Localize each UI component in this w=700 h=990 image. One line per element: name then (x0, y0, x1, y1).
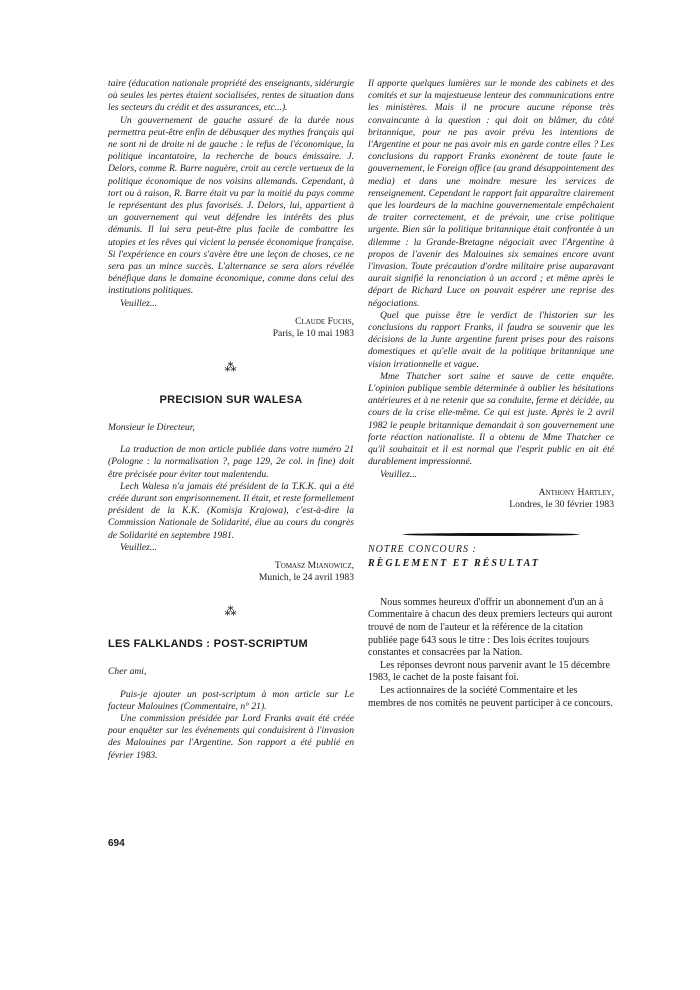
salutation: Monsieur le Directeur, (108, 422, 195, 434)
contest-subtitle: RÈGLEMENT ET RÉSULTAT (368, 558, 540, 570)
left-column (108, 78, 354, 762)
paragraph: Puis-je ajouter un post-scriptum à mon article sur Le facteur Malouines (Commentaire, n° 21). (108, 688, 354, 712)
paragraph: Mme Thatcher sort saine et sauve de cette enquête. L'opinion publique semble déterminée à oublier les hésitations antérieures et à ne retenir que sa conduite, ferme et décidée, au cours de la crise elle-même. Ce qui est juste. Après le 2 avril 1982 le peuple britannique demandait à son gouvernement une forte réaction nationaliste. Il a obtenu de Mme Thatcher ce qu'il souhaitait et il est normal que l'esprit public en ait été durablement impressionné. (368, 370, 614, 468)
paragraph: Les actionnaires de la société Commentaire et les membres de nos comités ne peuvent participer à ce concours. (368, 685, 613, 709)
section-heading: PRECISION SUR WALESA (159, 393, 303, 406)
signature-block (368, 487, 614, 511)
signature-block (108, 560, 354, 584)
paragraph: Lech Walesa n'a jamais été président de la T.K.K. qui a été créée durant son emprisonnement. Il était, et reste formellement président de la K.K. (Komisja Krajowa), c'est-à-dire la Commission Nationale de Solidarité, élue au cours du congrès de Solidarité en septembre 1981. (108, 480, 354, 541)
paragraph: Nous sommes heureux d'offrir un abonnement d'un an à Commentaire à chacun des deux premiers lecteurs qui auront trouvé de nom de l'auteur et la référence de la citation publiée page 643 sous le titre : Des lois écrites toujours constantes et consacrées par la Nation. (368, 596, 613, 659)
paragraph: Veuillez... (120, 297, 158, 309)
salutation: Cher ami, (108, 666, 147, 678)
paragraph: Les réponses devront nous parvenir avant le 15 décembre 1983, le cachet de la poste faisant foi. (368, 659, 610, 684)
paragraph: Un gouvernement de gauche assuré de la durée nous permettra peut-être enfin de débusquer des mythes français qui ne sont ni de droite ni de gauche : le refus de l'économique, la politique incantatoire, la recherche de boucs émissaire. J. Delors, comme R. Barre naguère, croit au cercle vertueux de la politique économique de nos voisins allemands. Cependant, à tort ou à raison, R. Barre était vu par la moitié du pays comme le représentant des plus favorisés. J. Delors, lui, appartient à un gouvernement qui veut défendre les intérêts des plus démunis. Il lui sera peut-être plus facile de combattre les utopies et les rêves qui vicient la pensée économique française. Si l'expérience en cours s'avère être une leçon de choses, ce ne sera pas un mince succès. L'alternance se sera alors révélée bénéfique dans le domaine économique, comme dans celui des institutions politiques. (108, 114, 354, 297)
contest-section (368, 533, 614, 711)
signature-name: Anthony Hartley, (538, 486, 614, 498)
paragraph: Une commission présidée par Lord Franks avait été créée pour enquêter sur les événements qui conduisirent à l'invasion des Malouines par l'Argentine. Son rapport a été publié en février 1983. (108, 712, 354, 761)
paragraph: Quel que puisse être le verdict de l'historien sur les conclusions du rapport Franks, il faudra se souvenir que les décisions de la Junte argentine furent prises pour des raisons domestiques et qu'elle avait de la politique britannique une vision irrationnelle et vague. (368, 309, 614, 370)
decorative-rule (402, 533, 580, 536)
walesa-letter (108, 394, 354, 584)
paragraph: Il apporte quelques lumières sur le monde des cabinets et des comités et sur la majestueuse lenteur des communications entre les ministères. Mais il ne procure aucune réponse très convaincante à la question : qui doit on blâmer, du côté britannique, pour ne pas avoir prévu les intentions de l'Argentine et pour ne pas avoir mis en garde contre elles ? Les conclusions du rapport Franks exonèrent de toute faute le gouvernement, le Foreign office (au grand désappointement des media) et dans une moindre mesure les services de renseignement. Cependant le rapport fait apparaître clairement que les lourdeurs de la machine gouvernementale empêchaient de traiter correctement, et de prévoir, une crise politique urgente. Bien sûr la politique britannique était confrontée à un dilemme : la Grande-Bretagne négociait avec l'Argentine à propos de l'avenir des Malouines six semaines encore avant l'invasion. Toute précaution d'ordre militaire prise auparavant aurait signifié la renonciation à un accord ; et même après le départ de Richard Luce on pouvait espérer une reprise des négociations. (368, 78, 614, 309)
signature-place-date: Paris, le 10 mai 1983 (272, 327, 354, 339)
paragraph: taire (éducation nationale propriété des enseignants, sidérurgie où seules les pertes étaient socialisées, rentes de situation dans les secteurs du crédit et des assurances, etc...). (108, 78, 354, 114)
falklands-letter (108, 638, 354, 762)
signature-place-date: Londres, le 30 février 1983 (509, 498, 614, 510)
fuchs-letter (108, 78, 354, 340)
signature-place-date: Munich, le 24 avril 1983 (258, 572, 354, 584)
signature-name: Claude Fuchs, (295, 315, 354, 327)
page-number: 694 (108, 838, 125, 849)
contest-title: NOTRE CONCOURS : (368, 543, 477, 555)
signature-name: Tomasz Mianowicz, (274, 560, 354, 572)
section-heading: LES FALKLANDS : POST-SCRIPTUM (108, 638, 308, 651)
asterism-separator: ⁂ (224, 604, 238, 619)
paragraph: Veuillez... (120, 541, 158, 553)
paragraph: Veuillez... (380, 468, 418, 480)
asterism-separator: ⁂ (224, 359, 238, 374)
signature-block (108, 316, 354, 340)
right-column (368, 78, 614, 710)
paragraph: La traduction de mon article publiée dans votre numéro 21 (Pologne : la normalisation ?, page 129, 2e col. in fine) doit être précisée pour éviter tout malentendu. (108, 444, 354, 480)
falklands-letter-continued (368, 78, 614, 511)
